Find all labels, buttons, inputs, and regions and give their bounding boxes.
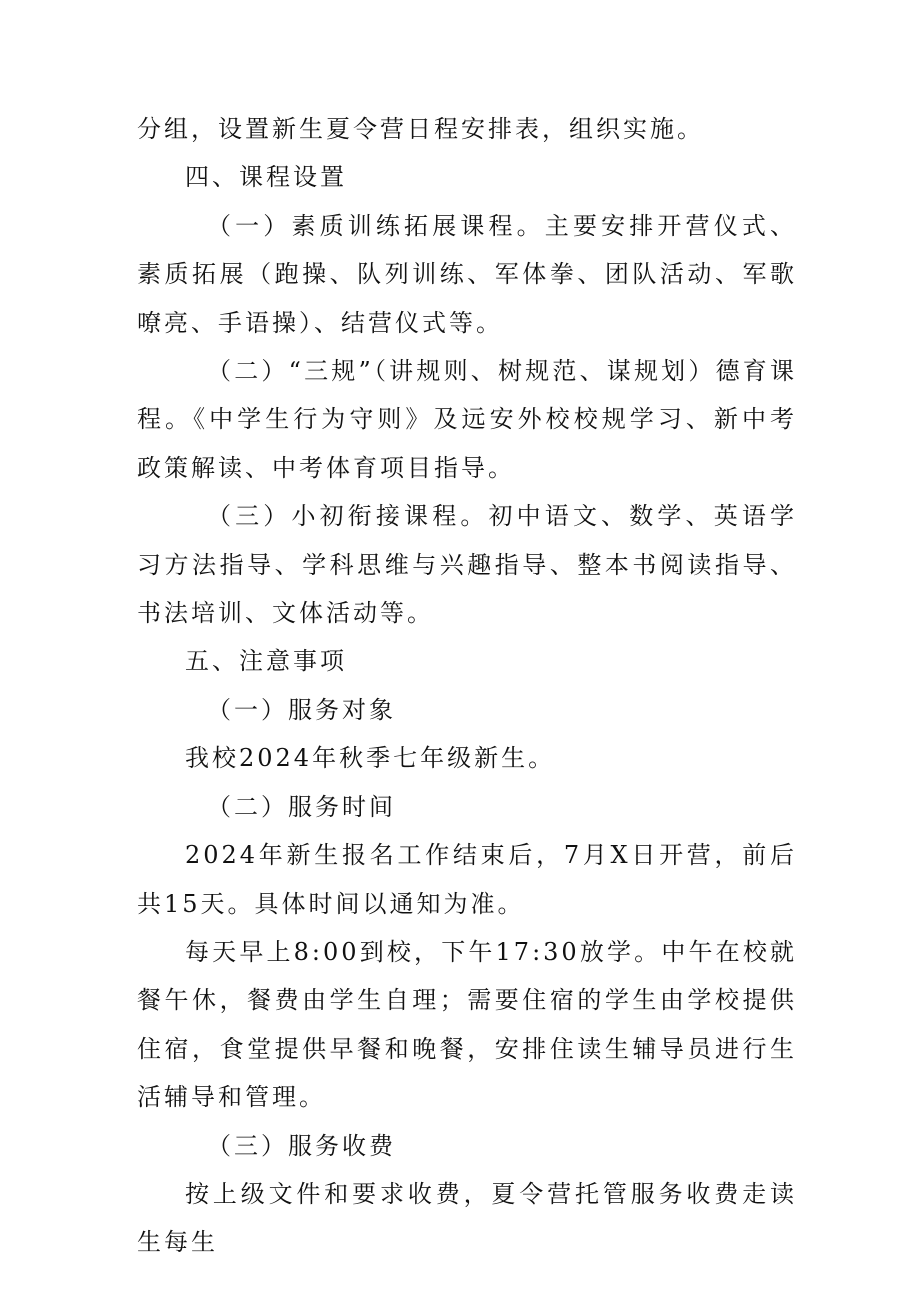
paragraph-course-1: （一）素质训练拓展课程。主要安排开营仪式、素质拓展（跑操、队列训练、军体拳、团队活动、军歌嘹亮、手语操）、结营仪式等。 [137, 211, 797, 337]
paragraph-continuation: 分组，设置新生夏令营日程安排表，组织实施。 [137, 115, 704, 143]
paragraph-course-3: （三）小初衔接课程。初中语文、数学、英语学习方法指导、学科思维与兴趣指导、整本书阅读指导、书法培训、文体活动等。 [137, 502, 797, 628]
subheading-service-time: （二）服务时间 [207, 792, 396, 821]
document-body [137, 105, 797, 1267]
paragraph-daily-schedule: 每天早上8:00到校，下午17:30放学。中午在校就餐午休，餐费由学生自理；需要住宿的学生由学校提供住宿，食堂提供早餐和晚餐，安排住读生辅导员进行生活辅导和管理。 [137, 937, 797, 1112]
section-heading-course-setup: 四、课程设置 [185, 163, 347, 192]
paragraph-service-time: 2024年新生报名工作结束后，7月X日开营，前后共15天。具体时间以通知为准。 [137, 841, 797, 918]
paragraph-service-fee: 按上级文件和要求收费，夏令营托管服务收费走读生每生 [137, 1179, 797, 1257]
section-heading-notes: 五、注意事项 [185, 647, 347, 676]
paragraph-course-2: （二）“三规”（讲规则、树规范、谋规划）德育课程。《中学生行为守则》及远安外校校规学习、新中考政策解读、中考体育项目指导。 [137, 357, 797, 482]
paragraph-service-target: 我校2024年秋季七年级新生。 [185, 744, 556, 773]
subheading-service-target: （一）服务对象 [207, 695, 396, 724]
subheading-service-fee: （三）服务收费 [207, 1131, 396, 1160]
